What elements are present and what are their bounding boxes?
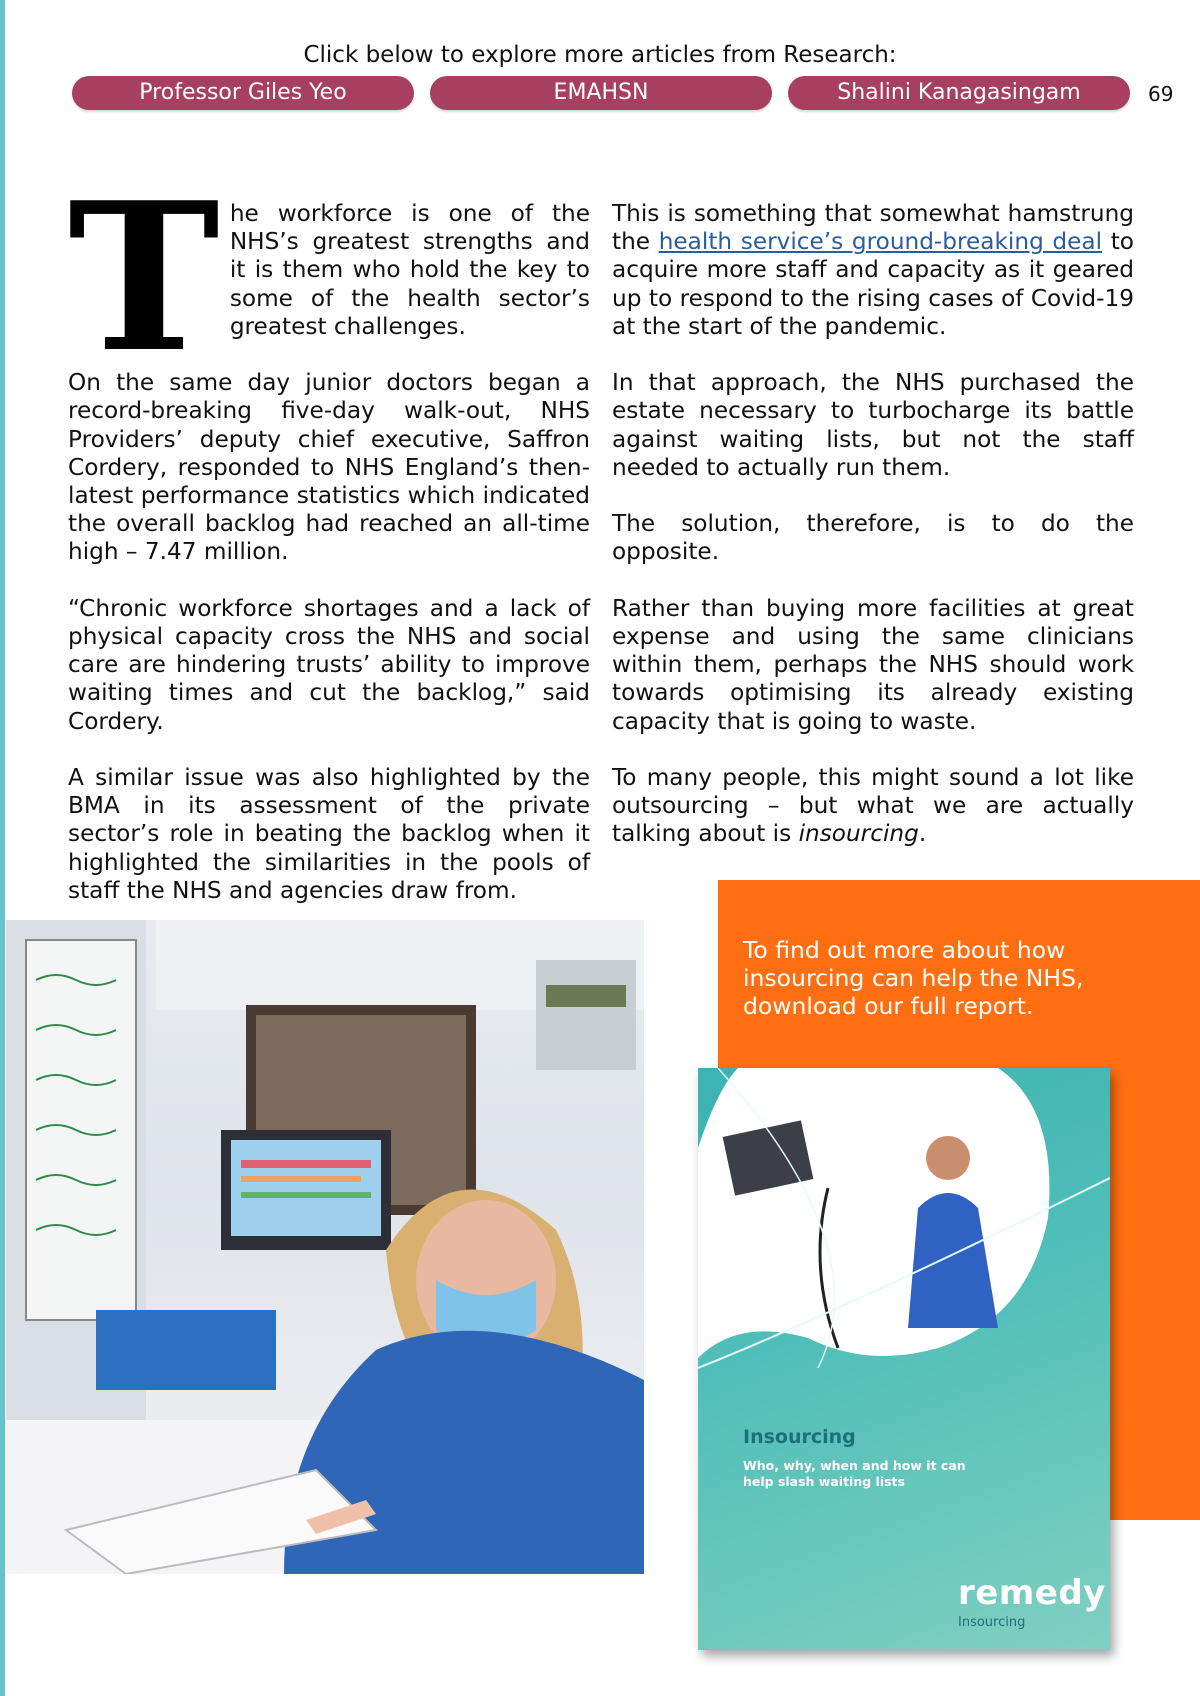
paragraph: The solution, therefore, is to do the opposite. — [612, 510, 1134, 566]
paragraph: he workforce is one of the NHS’s greatest strengths and it is them who hold the key to some of the health sector’s greatest challenges. — [229, 200, 590, 340]
promo-text: To find out more about how insourcing can help the NHS, download our full report. — [743, 936, 1084, 1020]
nurse-photo — [6, 920, 644, 1574]
nurse-photo-illustration — [6, 920, 644, 1574]
deal-article-link[interactable]: health service’s ground-breaking deal — [658, 228, 1103, 256]
link-emahsn[interactable]: EMAHSN — [430, 76, 772, 110]
report-cover-download[interactable] — [698, 1068, 1110, 1650]
report-subtitle: Who, why, when and how it can help slash waiting lists — [743, 1458, 966, 1489]
paragraph: In that approach, the NHS purchased the estate necessary to turbocharge its battle against waiting lists, but not the staff needed to actually run them. — [612, 369, 1134, 481]
left-edge-rule — [0, 0, 5, 1696]
emphasis-insourcing: insourcing — [798, 820, 919, 848]
link-professor-giles-yeo[interactable]: Professor Giles Yeo — [72, 76, 414, 110]
article-column-left — [68, 158, 590, 933]
link-shalini-kanagasingam[interactable]: Shalini Kanagasingam — [788, 76, 1130, 110]
remedy-logo: remedy — [958, 1573, 1106, 1613]
page-number: 69 — [1148, 82, 1174, 106]
drop-cap: T — [68, 158, 220, 398]
paragraph: To many people, this might sound a lot like outsourcing – but what we are actually talking about is insourcing. — [612, 764, 1134, 848]
article-column-right — [612, 200, 1134, 877]
paragraph: On the same day junior doctors began a record-breaking five-day walk-out, NHS Providers’ deputy chief executive, Saffron Cordery, responded to NHS England’s then-latest performance statistics which indicated the overall backlog had reached an all-time high – 7.47 million. — [68, 369, 590, 566]
paragraph: “Chronic workforce shortages and a lack of physical capacity cross the NHS and social care are hindering trusts’ ability to improve waiting times and cut the backlog,” said Cordery. — [68, 594, 590, 735]
paragraph: This is something that somewhat hamstrung the health service’s ground-breaking deal to acquire more staff and capacity as it geared up to respond to the rising cases of Covid-19 at the start of the pandemic. — [612, 200, 1134, 340]
explore-heading: Click below to explore more articles from Research: — [303, 42, 897, 68]
paragraph: Rather than buying more facilities at great expense and using the same clinicians within them, perhaps the NHS should work towards optimising its already existing capacity that is going to waste. — [612, 594, 1134, 735]
report-cover-art — [698, 1068, 1110, 1650]
remedy-logo-subtitle: Insourcing — [958, 1615, 1026, 1630]
paragraph: A similar issue was also highlighted by the BMA in its assessment of the private sector’s role in beating the backlog when it highlighted the similarities in the pools of staff the NHS and agencies draw from. — [68, 764, 590, 904]
report-title: Insourcing — [743, 1426, 856, 1448]
